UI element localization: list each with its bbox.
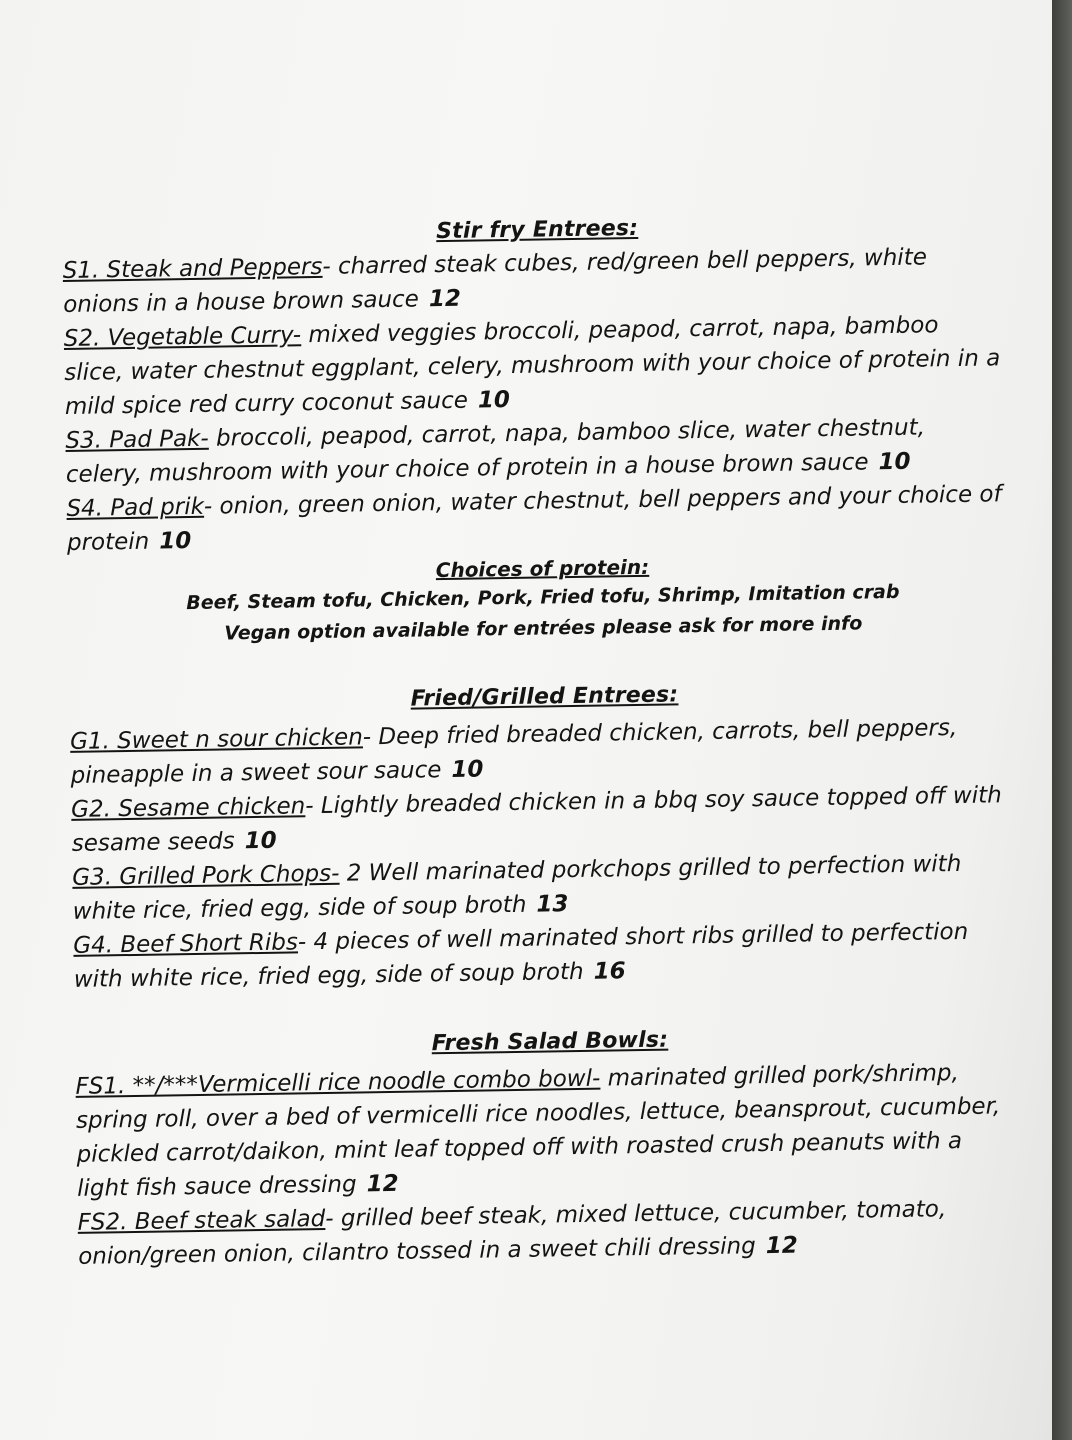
item-description: mixed veggies broccoli, peapod, carrot, napa, bamboo slice, water chestnut eggplant, celery, mushroom with your choice of protein in a mild spice red curry coconut sauce bbox=[64, 312, 1001, 420]
item-code: S1. Steak and Peppers bbox=[62, 253, 323, 284]
item-description: - Deep fried breaded chicken, carrots, bell peppers, pineapple in a sweet sour sauce bbox=[70, 715, 958, 789]
menu-item-fs1 bbox=[75, 1055, 1027, 1206]
item-price: 13 bbox=[536, 891, 569, 918]
item-description: - onion, green onion, water chestnut, bell peppers and your choice of protein bbox=[66, 481, 1002, 556]
item-description: - charred steak cubes, red/green bell peppers, white onions in a house brown sauce bbox=[63, 244, 928, 318]
item-code: FS1. **/***Vermicelli rice noodle combo bowl- bbox=[75, 1065, 601, 1100]
item-description: marinated grilled pork/shrimp, spring roll, over a bed of vermicelli rice noodles, lettuce, beansprout, cucumber, pickled carrot/daikon, mint leaf topped off with roasted crush peanuts with a light fish sauce dressing bbox=[75, 1060, 1001, 1202]
item-price: 10 bbox=[159, 528, 192, 555]
salad-section bbox=[75, 1022, 1029, 1274]
item-code: G2. Sesame chicken bbox=[70, 793, 306, 823]
item-description: - 4 pieces of well marinated short ribs grilled to perfection with white rice, fried egg, side of soup broth bbox=[73, 918, 969, 993]
protein-list: Beef, Steam tofu, Chicken, Pork, Fried tofu, Shrimp, Imitation crab bbox=[186, 580, 900, 615]
item-code: S3. Pad Pak- bbox=[65, 425, 209, 454]
item-price: 10 bbox=[878, 448, 911, 476]
item-code: S2. Vegetable Curry- bbox=[63, 322, 302, 352]
menu-item-s2 bbox=[64, 307, 1015, 424]
item-code: G3. Grilled Pork Chops- bbox=[72, 860, 340, 891]
item-price: 16 bbox=[593, 958, 626, 985]
item-code: G4. Beef Short Ribs bbox=[73, 929, 299, 959]
item-code: FS2. Beef steak salad bbox=[77, 1205, 326, 1236]
item-price: 12 bbox=[765, 1232, 798, 1260]
item-description: broccoli, peapod, carrot, napa, bamboo slice, water chestnut, celery, mushroom with your choice of protein in a house brown sauce bbox=[65, 414, 926, 488]
fried-grilled-section bbox=[69, 677, 1024, 997]
item-price: 10 bbox=[477, 386, 511, 414]
menu-item-s4 bbox=[66, 477, 1017, 560]
item-price: 10 bbox=[451, 756, 484, 783]
item-code: G1. Sweet n sour chicken bbox=[69, 724, 364, 755]
stir-fry-heading: Stir fry Entrees: bbox=[435, 215, 639, 245]
table-background bbox=[1052, 0, 1072, 1440]
item-code: S4. Pad prik bbox=[66, 493, 205, 522]
vegan-note: Vegan option available for entrées please ask for more info bbox=[224, 612, 863, 645]
salad-heading: Fresh Salad Bowls: bbox=[431, 1027, 669, 1057]
menu-item-fs2 bbox=[77, 1191, 1028, 1274]
protein-heading: Choices of protein: bbox=[435, 554, 650, 583]
fried-grilled-heading: Fried/Grilled Entrees: bbox=[410, 682, 679, 712]
item-price: 12 bbox=[366, 1170, 399, 1198]
menu-content bbox=[62, 210, 1029, 1314]
item-description: - Lightly breaded chicken in a bbq soy sauce topped off with sesame seeds bbox=[71, 782, 1002, 857]
item-description: - grilled beef steak, mixed lettuce, cucumber, tomato, onion/green onion, cilantro tossed in a sweet chili dressing bbox=[78, 1196, 947, 1270]
item-description: 2 Well marinated porkchops grilled to perfection with white rice, fried egg, side of soup broth bbox=[72, 850, 962, 925]
item-price: 10 bbox=[244, 827, 277, 855]
stir-fry-section bbox=[62, 210, 1019, 652]
item-price: 12 bbox=[428, 285, 462, 313]
menu-item-g4 bbox=[73, 914, 1024, 997]
